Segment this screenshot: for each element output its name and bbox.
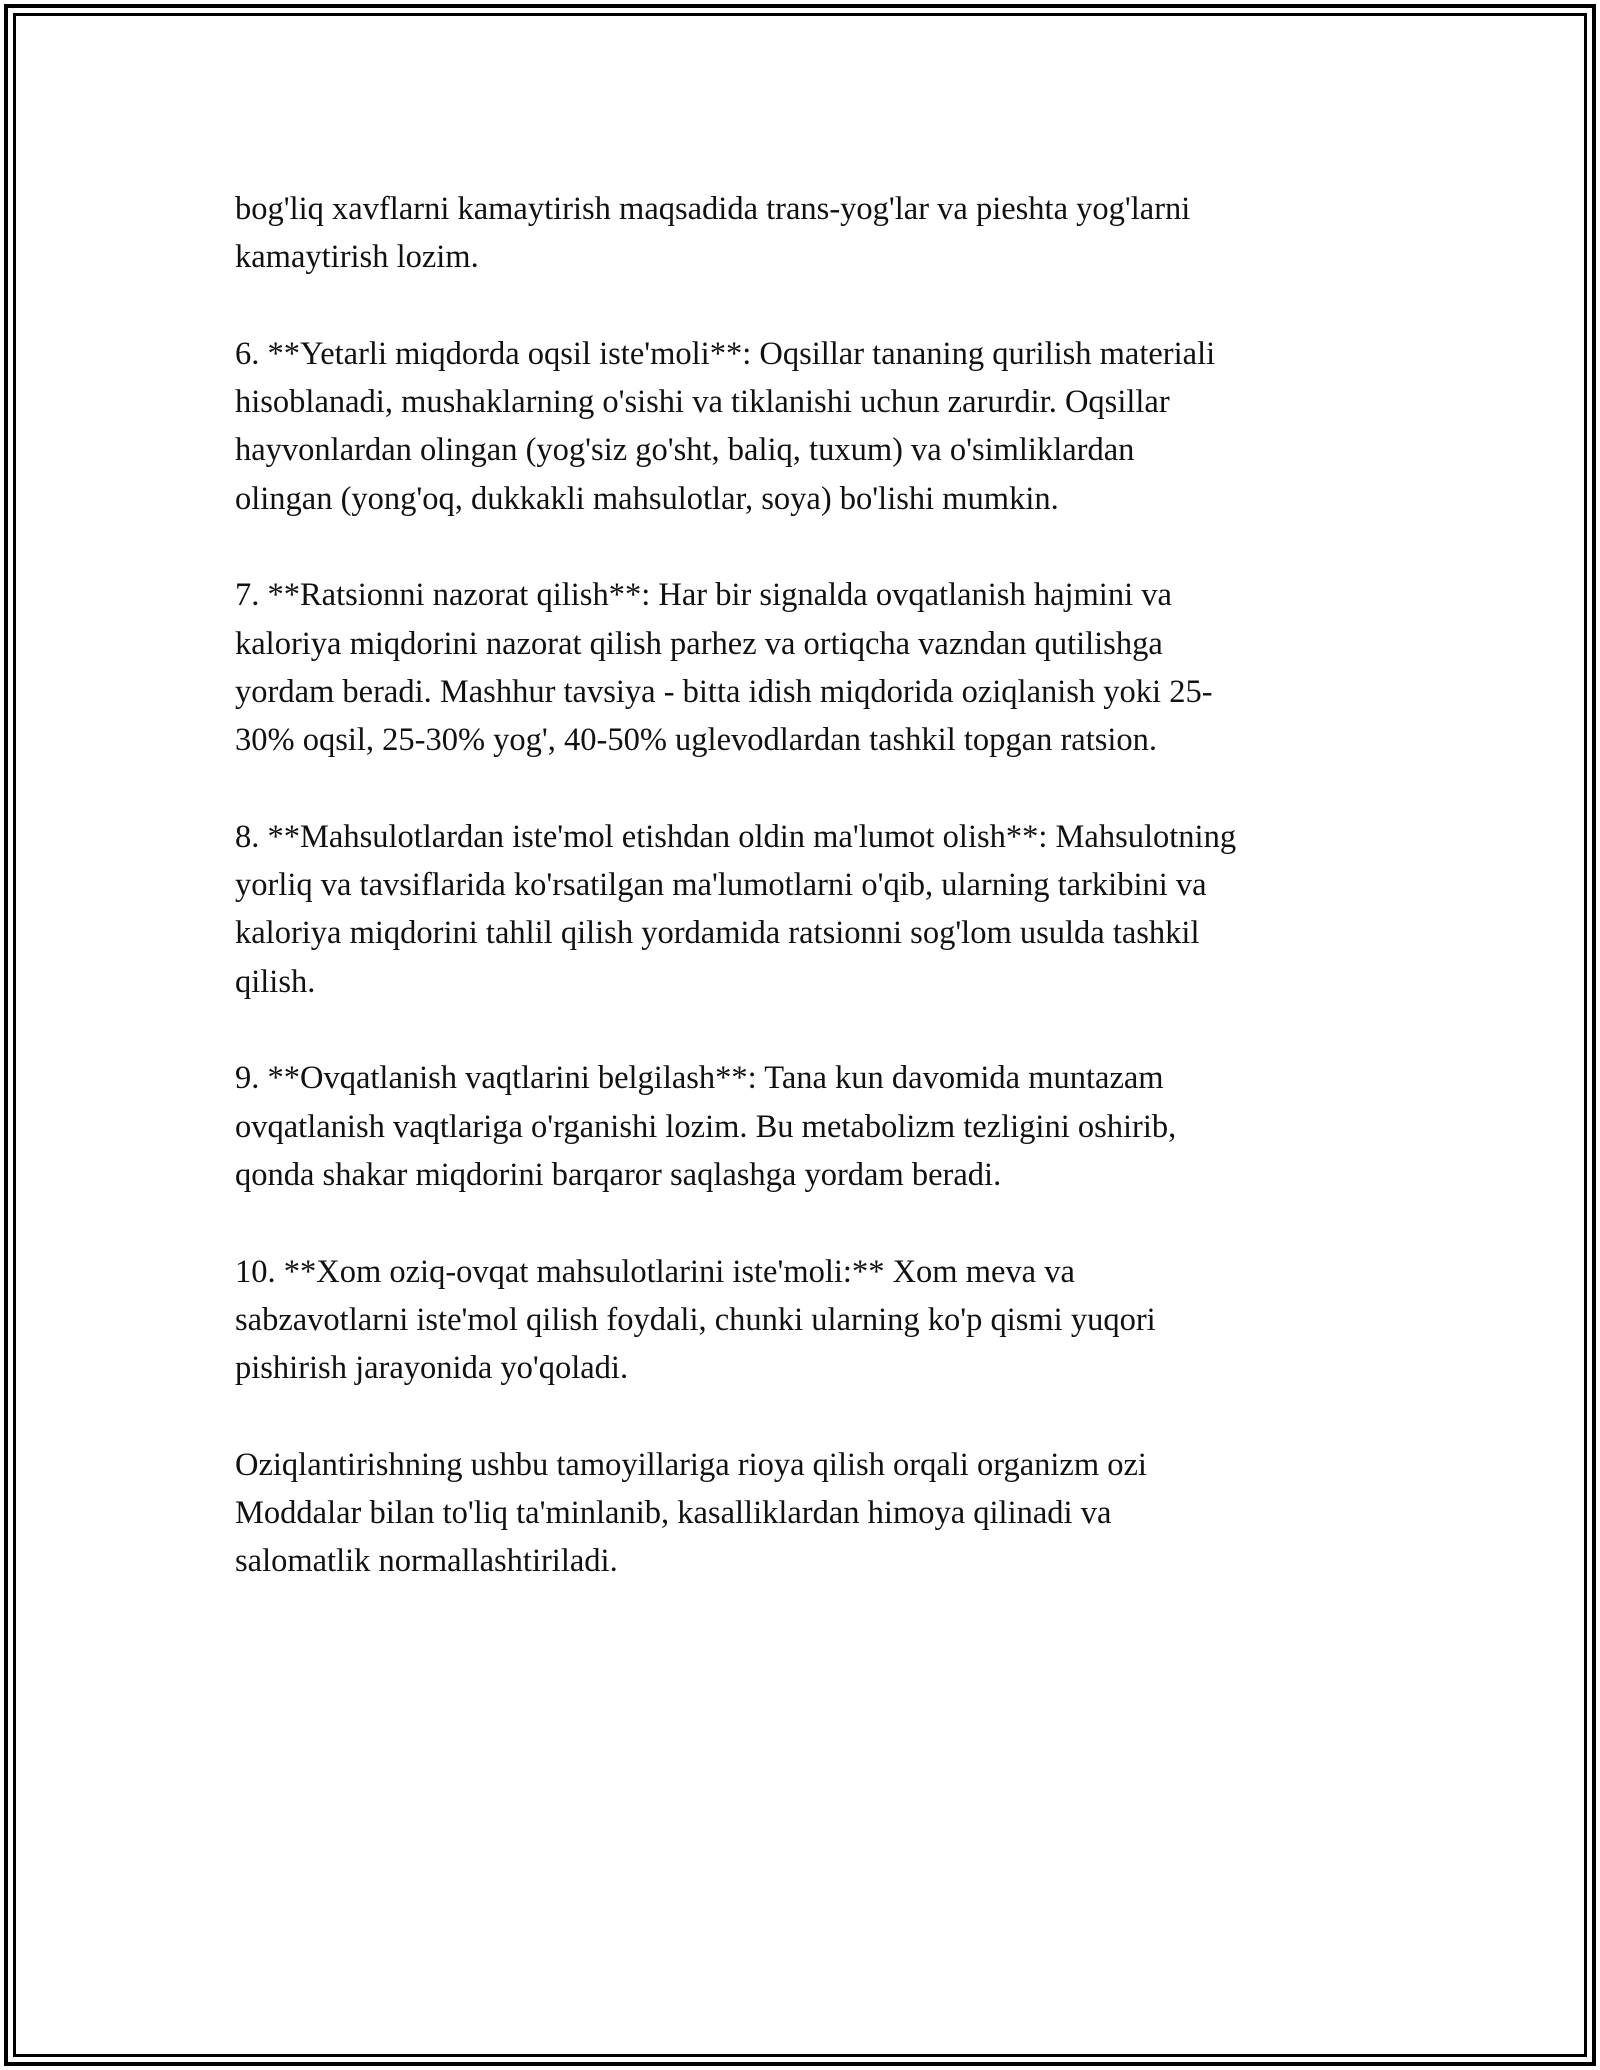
paragraph-item-9: 9. **Ovqatlanish vaqtlarini belgilash**: Tana kun davomida muntazam ovqatlanish vaqtlariga o'rganishi lozim. Bu metabolizm tezligini oshirib, qonda shakar miqdorini barqaror saqlashga yordam beradi.: [235, 1060, 1177, 1193]
document-body: [235, 185, 1375, 1634]
paragraph-conclusion: Oziqlantirishning ushbu tamoyillariga rioya qilish orqali organizm ozi Moddalar bilan to'liq ta'minlanib, kasalliklardan himoya qilinadi va salomatlik normallashtiriladi.: [235, 1446, 1147, 1580]
paragraph-continuation: bog'liq xavflarni kamaytirish maqsadida trans-yog'lar va pieshta yog'larni kamaytirish lozim.: [235, 191, 1191, 276]
paragraph-item-6: 6. **Yetarli miqdorda oqsil iste'moli**: Oqsillar tananing qurilish materiali hisoblanadi, mushaklarning o'sishi va tiklanishi uchun zarurdir. Oqsillar hayvonlardan olingan (yog'siz go'sht, baliq, tuxum) va o'simliklardan olingan (yong'oq, dukkakli mahsulotlar, soya) bo'lishi mumkin.: [235, 335, 1216, 517]
paragraph-item-7: 7. **Ratsionni nazorat qilish**: Har bir signalda ovqatlanish hajmini va kaloriya miqdorini nazorat qilish parhez va ortiqcha vazndan qutilishga yordam beradi. Mashhur tavsiya - bitta idish miqdorida oziqlanish yoki 25- 30% oqsil, 25-30% yog', 40-50% uglevodlardan tashkil topgan ratsion.: [235, 577, 1213, 759]
paragraph-item-10: 10. **Xom oziq-ovqat mahsulotlarini iste'moli:** Xom meva va sabzavotlarni iste'mol qilish foydali, chunki ularning ko'p qismi yuqori pishirish jarayonida yo'qoladi.: [235, 1253, 1156, 1387]
paragraph-item-8: 8. **Mahsulotlardan iste'mol etishdan oldin ma'lumot olish**: Mahsulotning yorliq va tavsiflarida ko'rsatilgan ma'lumotlarni o'qib, ularning tarkibini va kaloriya miqdorini tahlil qilish yordamida ratsionni sog'lom usulda tashkil qilish.: [235, 818, 1237, 1000]
